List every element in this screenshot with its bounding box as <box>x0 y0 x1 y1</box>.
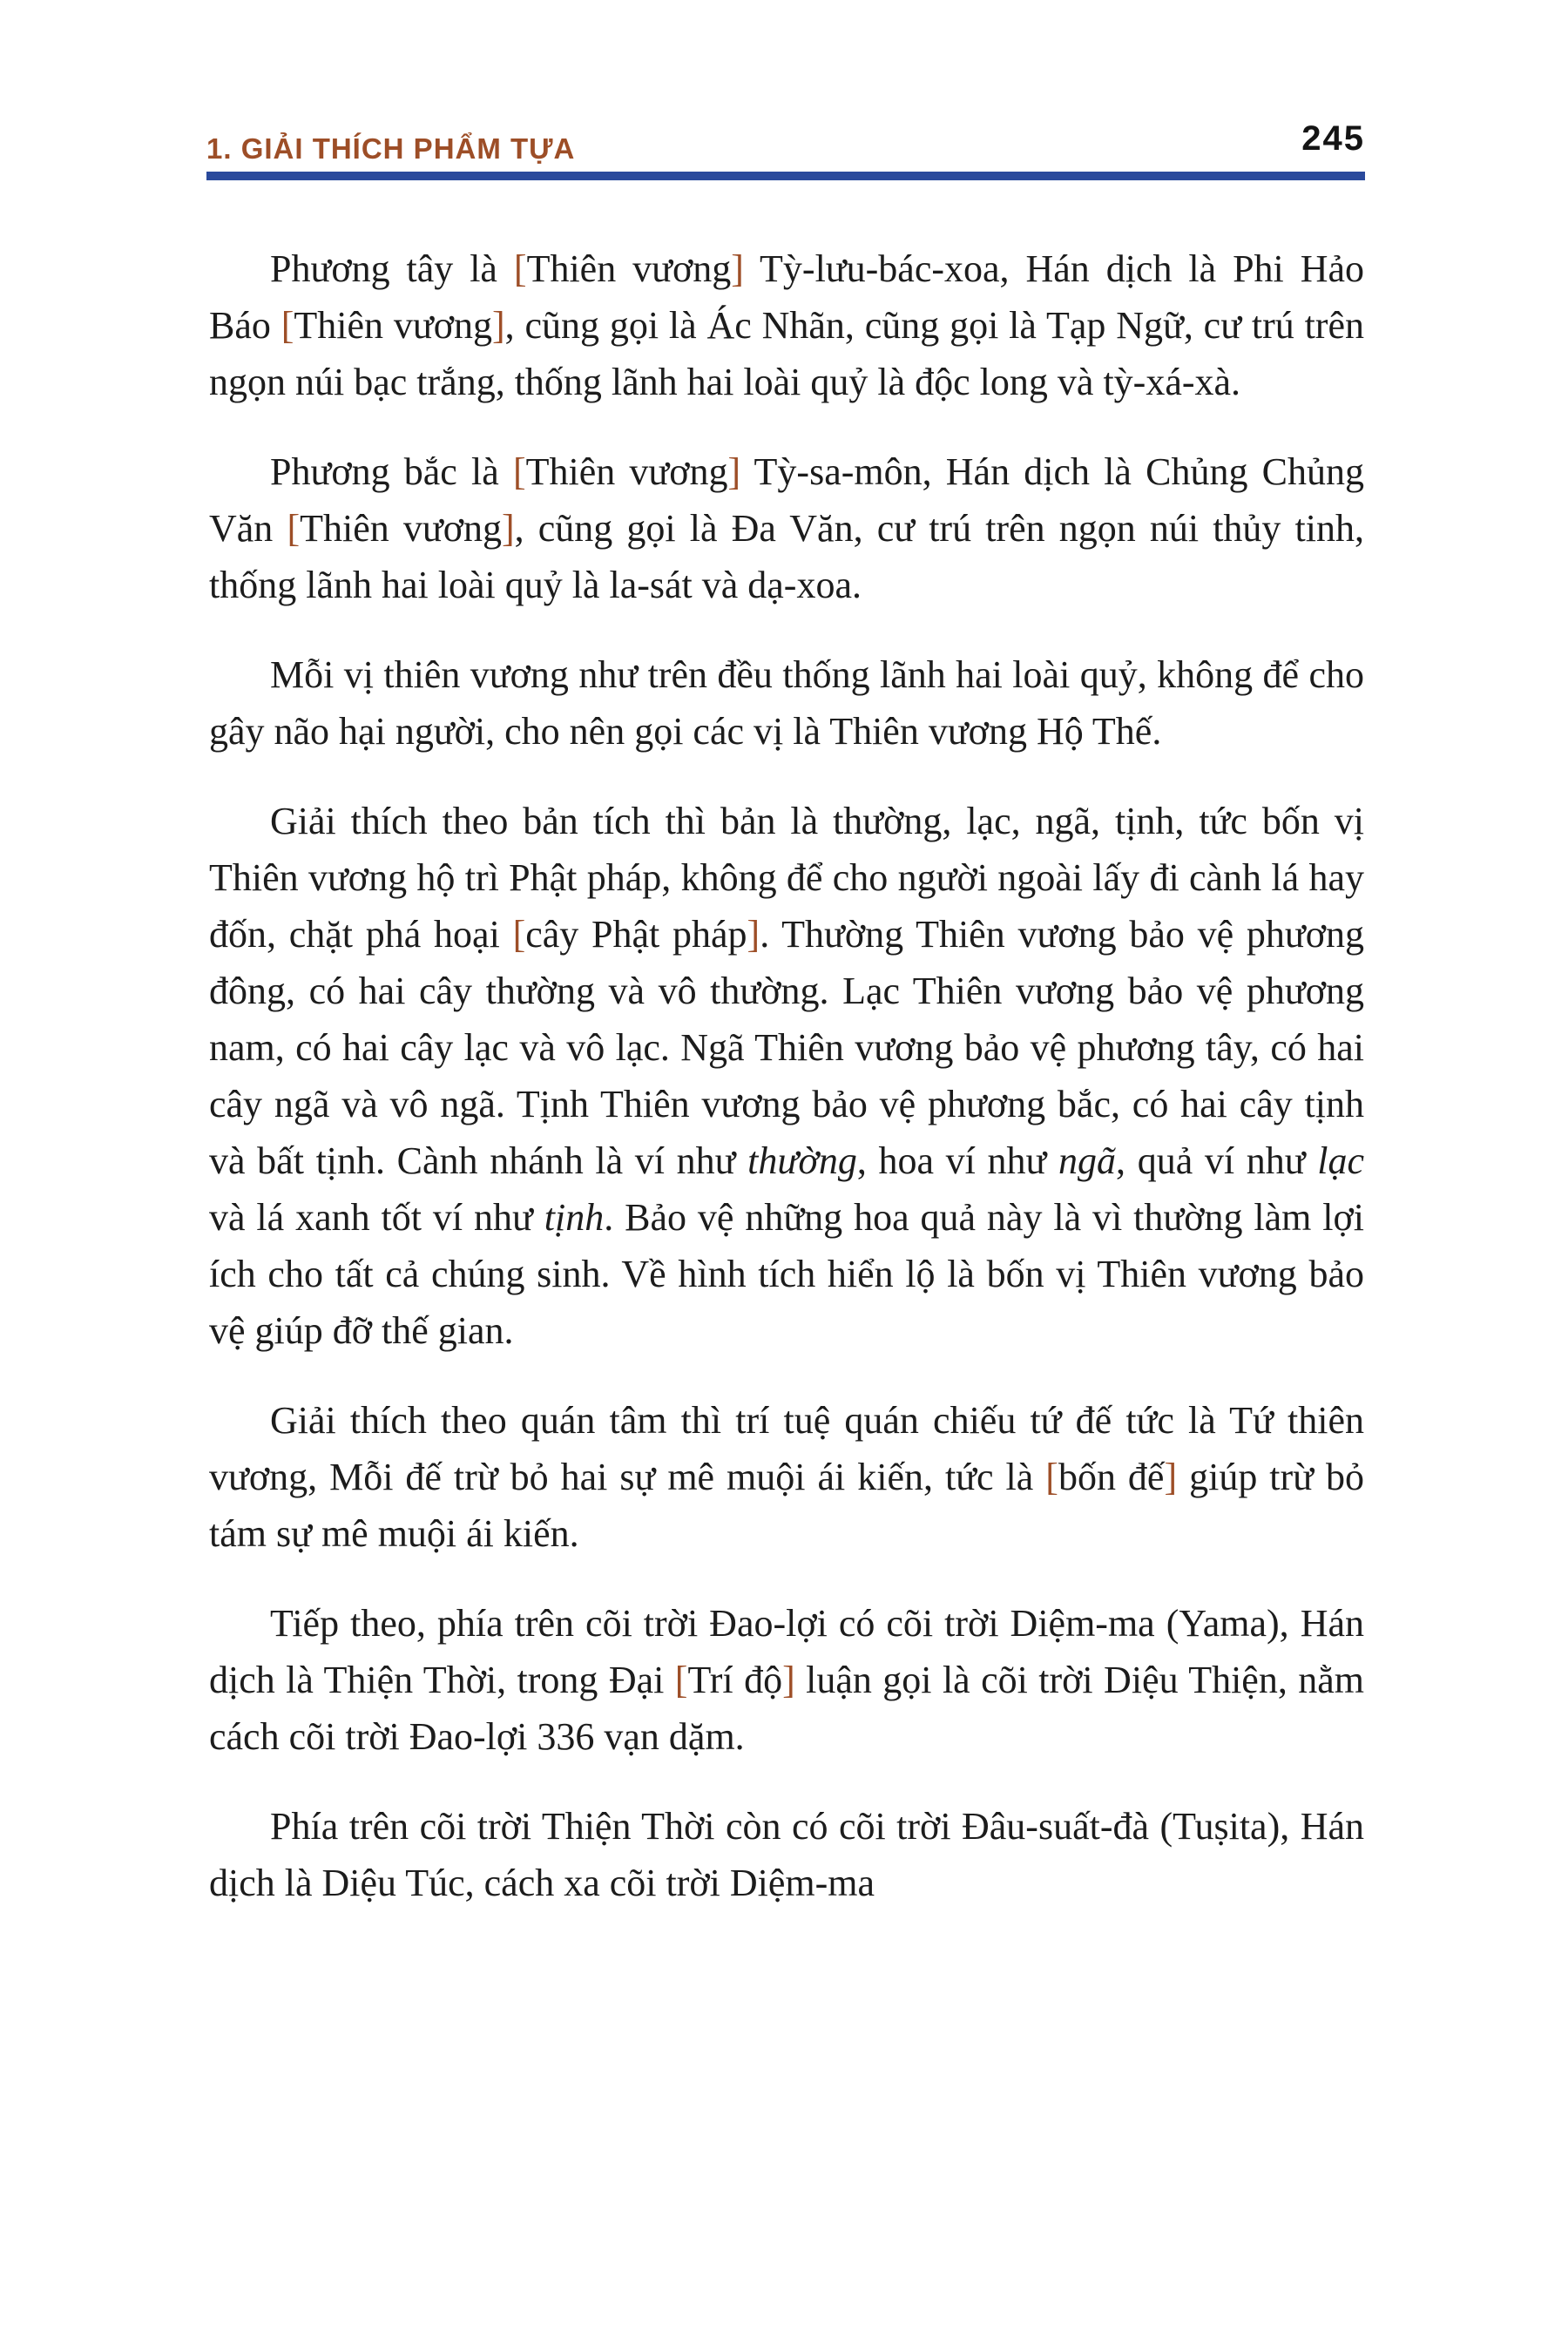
text-run: và lá xanh tốt ví như <box>209 1196 544 1239</box>
editorial-bracket: ] <box>731 247 744 290</box>
editorial-bracket: ] <box>747 913 760 956</box>
text-run: , cũng gọi là Đa Văn, cư trú trên ngọn núi thủy tinh, thống lãnh hai loài quỷ là la-sát và dạ-xoa. <box>209 507 1364 606</box>
editorial-bracket: [ <box>1045 1456 1058 1498</box>
text-run: , hoa ví như <box>856 1139 1059 1182</box>
text-run: Thiên vương <box>294 304 492 347</box>
editorial-bracket: [ <box>513 247 527 290</box>
running-header-title: 1. GIẢI THÍCH PHẨM TỰA <box>206 132 576 165</box>
text-run: Phương bắc là <box>270 450 513 493</box>
text-run: Thiên vương <box>300 507 502 550</box>
text-run: luận gọi là cõi trời Diệu Thiện, nằm cách cõi trời Đao-lợi 336 vạn dặm. <box>209 1659 1364 1758</box>
editorial-bracket: [ <box>674 1659 688 1701</box>
page-number: 245 <box>1301 119 1365 158</box>
editorial-bracket: ] <box>491 304 505 347</box>
text-run: Phương tây là <box>270 247 514 290</box>
editorial-bracket: ] <box>727 450 741 493</box>
text-run: , cũng gọi là Ác Nhãn, cũng gọi là Tạp Ngữ, cư trú trên ngọn núi bạc trắng, thống lãnh hai loài quỷ là độc long và tỳ-xá-xà. <box>209 304 1364 403</box>
paragraph <box>209 793 1364 1359</box>
paragraph <box>209 1595 1364 1765</box>
text-run: Phía trên cõi trời Thiện Thời còn có cõi trời Đâu-suất-đà (Tuṣita), Hán dịch là Diệu Túc, cách xa cõi trời Diệm-ma <box>209 1805 1364 1904</box>
italic-term: thường <box>747 1139 857 1182</box>
editorial-bracket: ] <box>1164 1456 1178 1498</box>
text-run: bốn đế <box>1058 1456 1165 1498</box>
header-rule <box>206 172 1365 180</box>
text-run: Trí độ <box>687 1659 783 1701</box>
editorial-bracket: [ <box>280 304 294 347</box>
paragraph <box>209 443 1364 613</box>
text-run: . Thường Thiên vương bảo vệ phương đông, có hai cây thường và vô thường. Lạc Thiên vương bảo vệ phương nam, có hai cây lạc và vô lạc. Ngã Thiên vương bảo vệ phương tây, có hai cây ngã và vô ngã. Tịnh Thiên vương bảo vệ phương bắc, có hai cây tịnh và bất tịnh. Cành nhánh là ví như <box>209 913 1364 1182</box>
paragraph <box>209 240 1364 410</box>
editorial-bracket: [ <box>512 913 526 956</box>
italic-term: lạc <box>1317 1139 1364 1182</box>
paragraph <box>209 646 1364 760</box>
italic-term: ngã <box>1058 1139 1117 1182</box>
text-run: giúp trừ bỏ tám sự mê muội ái kiến. <box>209 1456 1365 1555</box>
text-run: Tiếp theo, phía trên cõi trời Đao-lợi có cõi trời Diệm-ma (Yama), Hán dịch là Thiện Thời, trong Đại <box>209 1602 1364 1701</box>
text-run: Tỳ-sa-môn, Hán dịch là Chủng Chủng Văn <box>209 450 1364 550</box>
paragraph <box>209 1392 1364 1562</box>
page-header <box>206 119 1365 166</box>
text-run: Thiên vương <box>525 450 728 493</box>
editorial-bracket: [ <box>512 450 526 493</box>
editorial-bracket: [ <box>287 507 301 550</box>
body-text <box>209 240 1364 1911</box>
text-run: Tỳ-lưu-bác-xoa, Hán dịch là Phi Hảo Báo <box>209 247 1365 347</box>
text-run: Thiên vương <box>526 247 732 290</box>
editorial-bracket: ] <box>782 1659 795 1701</box>
italic-term: tịnh <box>544 1196 605 1239</box>
text-run: Giải thích theo bản tích thì bản là thường, lạc, ngã, tịnh, tức bốn vị Thiên vương hộ trì Phật pháp, không để cho người ngoài lấy đi cành lá hay đốn, chặt phá hoại <box>209 800 1364 956</box>
paragraph <box>209 1798 1364 1911</box>
text-run: , quả ví như <box>1116 1139 1318 1182</box>
text-run: cây Phật pháp <box>525 913 747 956</box>
text-run: Giải thích theo quán tâm thì trí tuệ quán chiếu tứ đế tức là Tứ thiên vương, Mỗi đế trừ bỏ hai sự mê muội ái kiến, tức là <box>209 1399 1364 1498</box>
text-run: Mỗi vị thiên vương như trên đều thống lãnh hai loài quỷ, không để cho gây não hại người, cho nên gọi các vị là Thiên vương Hộ Thế. <box>209 653 1364 753</box>
editorial-bracket: ] <box>501 507 515 550</box>
text-run: . Bảo vệ những hoa quả này là vì thường làm lợi ích cho tất cả chúng sinh. Về hình tích hiển lộ là bốn vị Thiên vương bảo vệ giúp đỡ thế gian. <box>209 1196 1364 1352</box>
